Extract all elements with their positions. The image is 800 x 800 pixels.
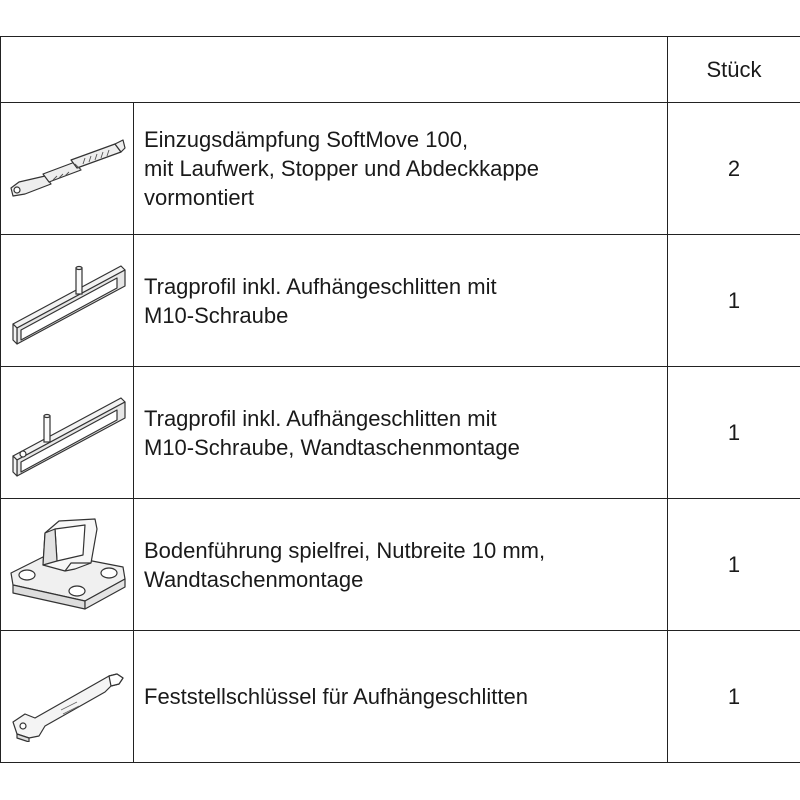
soft-close-damper-icon <box>5 124 129 214</box>
table-row <box>1 499 800 631</box>
quantity-cell: 1 <box>668 235 800 367</box>
track-profile-icon <box>5 246 129 356</box>
description-cell <box>134 499 668 631</box>
description-line: vormontiert <box>144 185 255 210</box>
table-row <box>1 367 800 499</box>
quantity-cell: 1 <box>668 499 800 631</box>
description-cell <box>134 367 668 499</box>
parts-table <box>0 36 800 763</box>
image-cell <box>1 499 134 631</box>
description-line: Tragprofil inkl. Aufhängeschlitten mit <box>144 405 497 431</box>
description-line: M10-Schraube, Wandtaschenmontage <box>144 434 520 460</box>
description-line: Bodenführung spielfrei, Nutbreite 10 mm, <box>144 537 546 563</box>
header-image-cell <box>1 37 668 103</box>
floor-guide-icon <box>5 503 129 627</box>
description-line: Tragprofil inkl. Aufhängeschlitten mit <box>144 273 497 299</box>
image-cell <box>1 103 134 235</box>
description-line: mit Laufwerk, Stopper und Abdeckkappe <box>144 156 540 181</box>
image-cell <box>1 631 134 763</box>
quantity-cell: 1 <box>668 631 800 763</box>
image-cell <box>1 367 134 499</box>
description-cell <box>134 235 668 367</box>
table-row <box>1 235 800 367</box>
description-cell <box>134 631 668 763</box>
description-cell <box>134 103 668 235</box>
track-profile-wall-icon <box>5 378 129 488</box>
description-line: Wandtaschenmontage <box>144 566 364 592</box>
description-line: Feststellschlüssel für Aufhängeschlitten <box>144 684 528 709</box>
table-header-row <box>1 37 800 103</box>
quantity-cell: 1 <box>668 367 800 499</box>
header-quantity-cell: Stück <box>668 37 800 103</box>
image-cell <box>1 235 134 367</box>
description-line: Einzugsdämpfung SoftMove 100, <box>144 127 469 152</box>
table-row <box>1 631 800 763</box>
locking-wrench-icon <box>5 652 129 742</box>
description-line: M10-Schraube <box>144 302 289 328</box>
quantity-cell: 2 <box>668 103 800 235</box>
table-row <box>1 103 800 235</box>
